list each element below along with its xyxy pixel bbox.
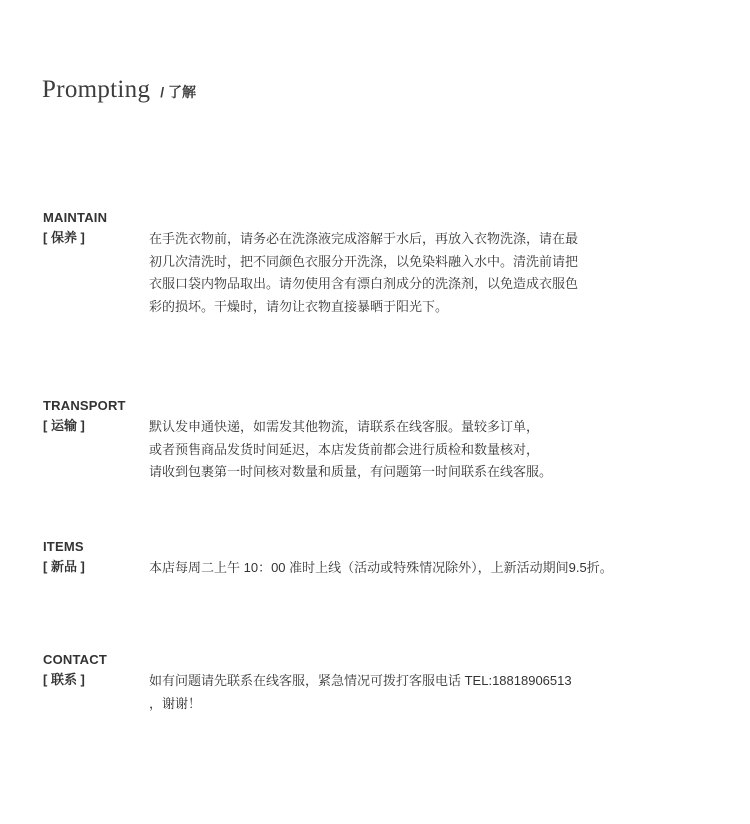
section-label: [ 联系 ] bbox=[43, 672, 85, 687]
body-line: 初几次清洗时，把不同颜色衣服分开洗涤，以免染料融入水中。清洗前请把 bbox=[149, 253, 579, 269]
page-subtitle: / 了解 bbox=[160, 84, 197, 100]
section-body bbox=[149, 670, 572, 715]
section-contact bbox=[43, 652, 723, 715]
body-line: 彩的损坏。干燥时，请勿让衣物直接暴晒于阳光下。 bbox=[149, 298, 449, 314]
body-line: ，谢谢！ bbox=[149, 695, 202, 711]
section-body bbox=[149, 416, 552, 484]
section-label: [ 运输 ] bbox=[43, 418, 85, 433]
section-maintain bbox=[43, 210, 723, 318]
page-header bbox=[42, 76, 196, 104]
section-heading: MAINTAIN bbox=[43, 210, 108, 225]
section-transport bbox=[43, 398, 723, 484]
section-heading: CONTACT bbox=[43, 652, 107, 667]
section-body bbox=[149, 557, 613, 580]
body-line: 衣服口袋内物品取出。请勿使用含有漂白剂成分的洗涤剂，以免造成衣服色 bbox=[149, 276, 579, 291]
section-heading: ITEMS bbox=[43, 539, 84, 554]
section-label: [ 保养 ] bbox=[43, 230, 85, 245]
body-line: 本店每周二上午 10：00 准时上线（活动或特殊情况除外），上新活动期间9.5折。 bbox=[149, 560, 613, 575]
body-line: 如有问题请先联系在线客服，紧急情况可拨打客服电话 TEL:18818906513 bbox=[149, 673, 572, 688]
section-items bbox=[43, 539, 723, 580]
body-line: 请收到包裹第一时间核对数量和质量，有问题第一时间联系在线客服。 bbox=[149, 464, 553, 479]
body-line: 默认发申通快递，如需发其他物流，请联系在线客服。量较多订单， bbox=[149, 419, 540, 434]
body-line: 在手洗衣物前，请务必在洗涤液完成溶解于水后，再放入衣物洗涤，请在最 bbox=[149, 231, 579, 246]
section-body bbox=[149, 228, 578, 318]
body-line: 或者预售商品发货时间延迟，本店发货前都会进行质检和数量核对， bbox=[149, 441, 540, 457]
page-title: Prompting bbox=[42, 76, 151, 103]
section-heading: TRANSPORT bbox=[43, 398, 126, 413]
section-label: [ 新品 ] bbox=[43, 559, 85, 574]
